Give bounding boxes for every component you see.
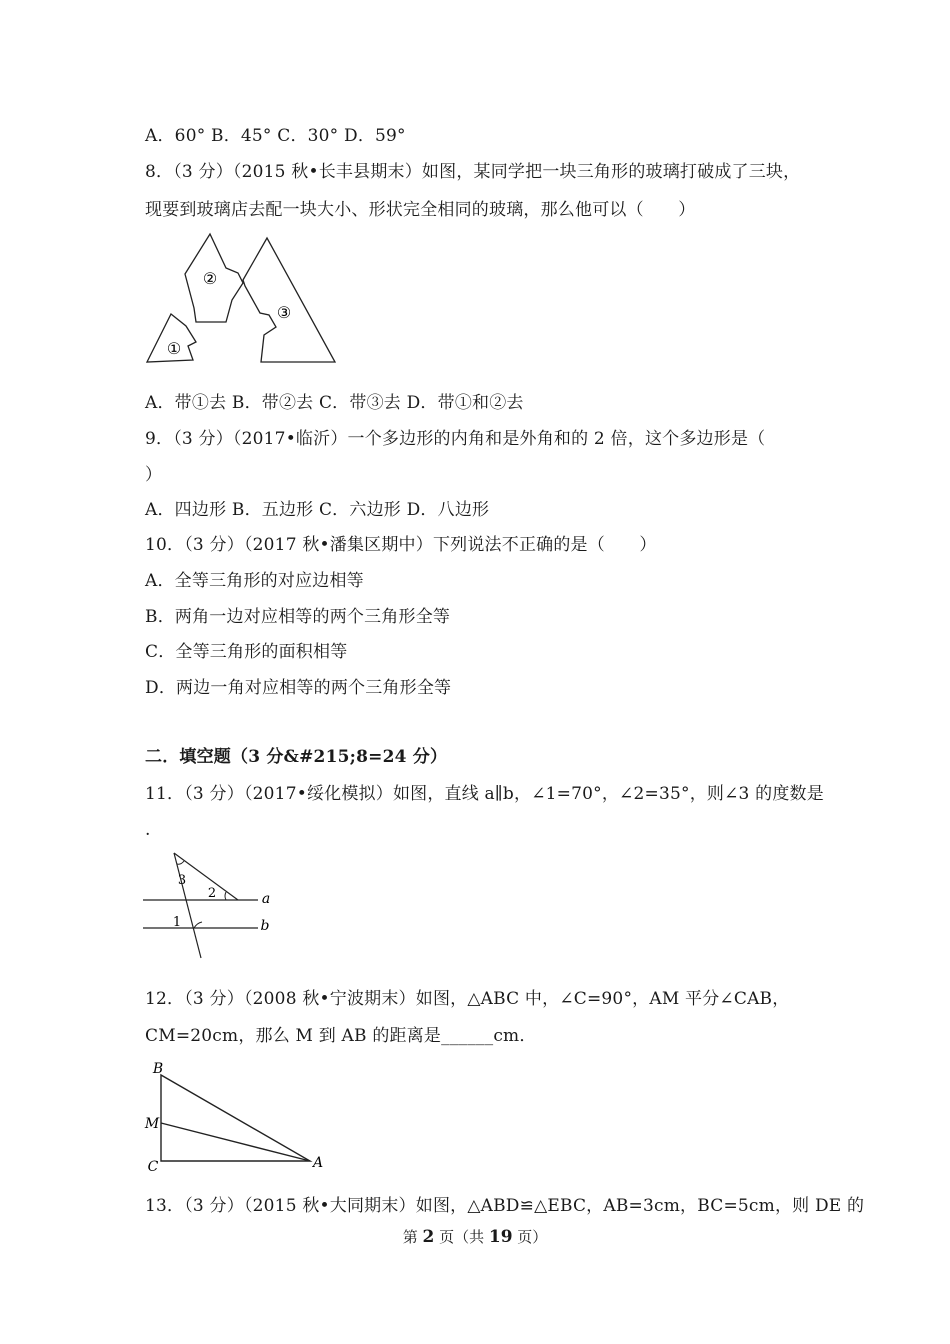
piece-3-label: ③ bbox=[276, 303, 292, 322]
q10-option-a: A．全等三角形的对应边相等 bbox=[145, 571, 364, 591]
q9-options: A．四边形 B．五边形 C．六边形 D．八边形 bbox=[145, 500, 490, 520]
triangle-abc bbox=[161, 1075, 310, 1161]
piece-1-label: ① bbox=[166, 339, 182, 358]
line-b-label: b bbox=[260, 918, 270, 934]
piece-2-label: ② bbox=[202, 269, 218, 288]
angle-1-label: 1 bbox=[172, 915, 182, 930]
q11-text-line2: . bbox=[145, 820, 151, 840]
angle-3-arc bbox=[177, 861, 184, 864]
angle-2-arc bbox=[225, 892, 226, 900]
q11-text-line1: 11．（3 分）（2017•绥化模拟）如图，直线 a∥b，∠1=70°，∠2=35°，则∠3 的度数是 bbox=[145, 784, 824, 804]
angle-2-label: 2 bbox=[207, 886, 217, 901]
vertex-c-label: C bbox=[147, 1159, 159, 1175]
q8-glass-pieces-figure bbox=[140, 228, 340, 368]
bisector-am bbox=[161, 1123, 310, 1161]
vertex-b-label: B bbox=[152, 1061, 164, 1077]
q12-text-line1: 12．（3 分）（2008 秋•宁波期末）如图，△ABC 中，∠C=90°，AM 平分∠CAB， bbox=[145, 989, 790, 1009]
q12-right-triangle-figure bbox=[140, 1055, 335, 1177]
footer-middle: 页（共 bbox=[434, 1228, 489, 1246]
angle-1-arc bbox=[194, 922, 202, 928]
q10-option-b: B．两角一边对应相等的两个三角形全等 bbox=[145, 607, 451, 627]
q13-text-line1: 13．（3 分）（2015 秋•大同期末）如图，△ABD≌△EBC，AB=3cm，BC=5cm，则 DE 的 bbox=[145, 1196, 865, 1216]
footer-total-pages: 19 bbox=[488, 1227, 513, 1247]
q10-text: 10．（3 分）（2017 秋•潘集区期中）下列说法不正确的是（ ） bbox=[145, 535, 657, 555]
q7-options: A．60° B．45° C．30° D．59° bbox=[145, 126, 406, 146]
vertex-a-label: A bbox=[312, 1155, 324, 1171]
q10-option-c: C．全等三角形的面积相等 bbox=[145, 642, 348, 662]
q10-option-d: D．两边一角对应相等的两个三角形全等 bbox=[145, 678, 452, 698]
q12-text-line2: CM=20cm，那么 M 到 AB 的距离是______cm． bbox=[145, 1026, 537, 1046]
section2-heading: 二．填空题（3 分&#215;8=24 分） bbox=[145, 747, 448, 767]
line-a-label: a bbox=[261, 891, 271, 907]
footer-prefix: 第 bbox=[402, 1228, 423, 1246]
q9-text-line2: ） bbox=[145, 465, 163, 485]
footer-suffix: 页） bbox=[512, 1228, 548, 1246]
q8-text-line1: 8．（3 分）（2015 秋•长丰县期末）如图，某同学把一块三角形的玻璃打破成了三块， bbox=[145, 162, 801, 182]
q8-text-line2: 现要到玻璃店去配一块大小、形状完全相同的玻璃，那么他可以（ ） bbox=[145, 200, 696, 220]
piece-3-shape bbox=[243, 238, 335, 362]
q8-options: A．带①去 B．带②去 C．带③去 D．带①和②去 bbox=[145, 393, 524, 413]
q11-parallel-lines-figure bbox=[140, 848, 280, 960]
transversal-line bbox=[174, 853, 201, 958]
q9-text-line1: 9．（3 分）（2017•临沂）一个多边形的内角和是外角和的 2 倍，这个多边形是（ bbox=[145, 429, 766, 449]
footer-page-number: 2 bbox=[422, 1227, 435, 1247]
page-footer bbox=[0, 1226, 950, 1248]
point-m-label: M bbox=[144, 1116, 160, 1132]
angle-3-label: 3 bbox=[177, 873, 187, 888]
